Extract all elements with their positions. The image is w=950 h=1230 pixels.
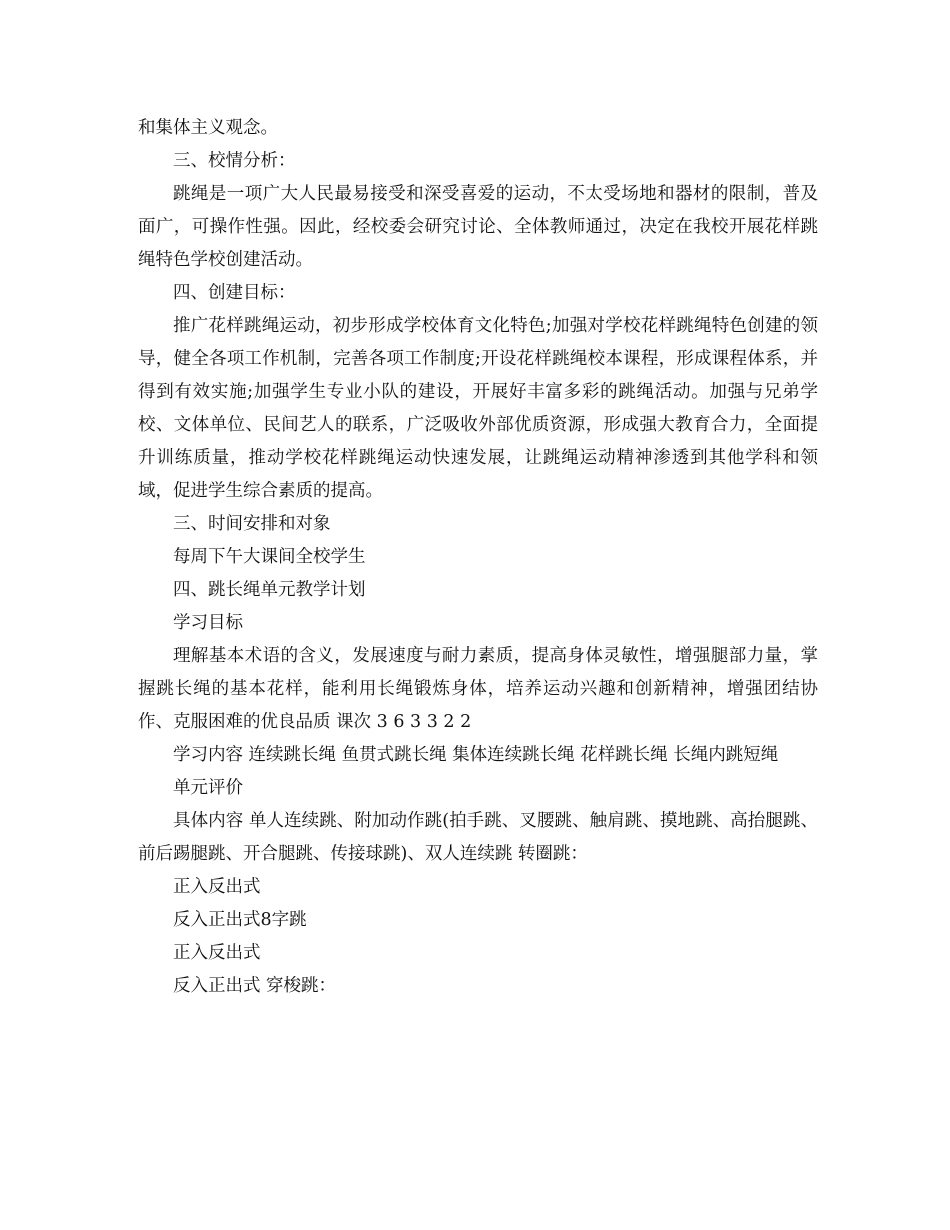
subheading: 学习目标 — [173, 613, 243, 633]
paragraph: 具体内容 单人连续跳、附加动作跳(拍手跳、叉腰跳、触肩跳、摸地跳、高抬腿跳、前后踢腿跳、开合腿跳、传接球跳)、双人连续跳 转圈跳： — [138, 811, 818, 864]
paragraph: 每周下午大课间全校学生 — [173, 547, 366, 567]
paragraph: 跳绳是一项广大人民最易接受和深受喜爱的运动，不太受场地和器材的限制，普及面广，可操作性强。因此，经校委会研究讨论、全体教师通过，决定在我校开展花样跳绳特色学校创建活动。 — [138, 184, 818, 270]
section-heading: 三、校情分析： — [173, 151, 296, 171]
paragraph: 和集体主义观念。 — [138, 118, 278, 138]
paragraph: 推广花样跳绳运动，初步形成学校体育文化特色;加强对学校花样跳绳特色创建的领导，健全各项工作机制，完善各项工作制度;开设花样跳绳校本课程，形成课程体系，并得到有效实施;加强学生专业小队的建设，开展好丰富多彩的跳绳活动。加强与兄弟学校、文体单位、民间艺人的联系，广泛吸收外部优质资源，形成强大教育合力，全面提升训练质量，推动学校花样跳绳运动快速发展，让跳绳运动精神渗透到其他学科和领域，促进学生综合素质的提高。 — [138, 316, 818, 501]
paragraph: 理解基本术语的含义，发展速度与耐力素质，提高身体灵敏性，增强腿部力量，掌握跳长绳的基本花样，能利用长绳锻炼身体，培养运动兴趣和创新精神，增强团结协作、克服困难的优良品质 课次 3 6 3 3 2 2 — [138, 646, 818, 732]
list-item: 反入正出式8字跳 — [173, 910, 307, 930]
list-item: 反入正出式 穿梭跳： — [173, 976, 337, 996]
section-heading: 四、创建目标： — [173, 283, 296, 303]
list-item: 正入反出式 — [173, 877, 261, 897]
section-heading: 三、时间安排和对象 — [173, 514, 331, 534]
subheading: 单元评价 — [173, 778, 243, 798]
document-body — [138, 112, 818, 1003]
section-heading: 四、跳长绳单元教学计划 — [173, 580, 366, 600]
list-item: 正入反出式 — [173, 943, 261, 963]
paragraph: 学习内容 连续跳长绳 鱼贯式跳长绳 集体连续跳长绳 花样跳长绳 长绳内跳短绳 — [173, 745, 779, 765]
